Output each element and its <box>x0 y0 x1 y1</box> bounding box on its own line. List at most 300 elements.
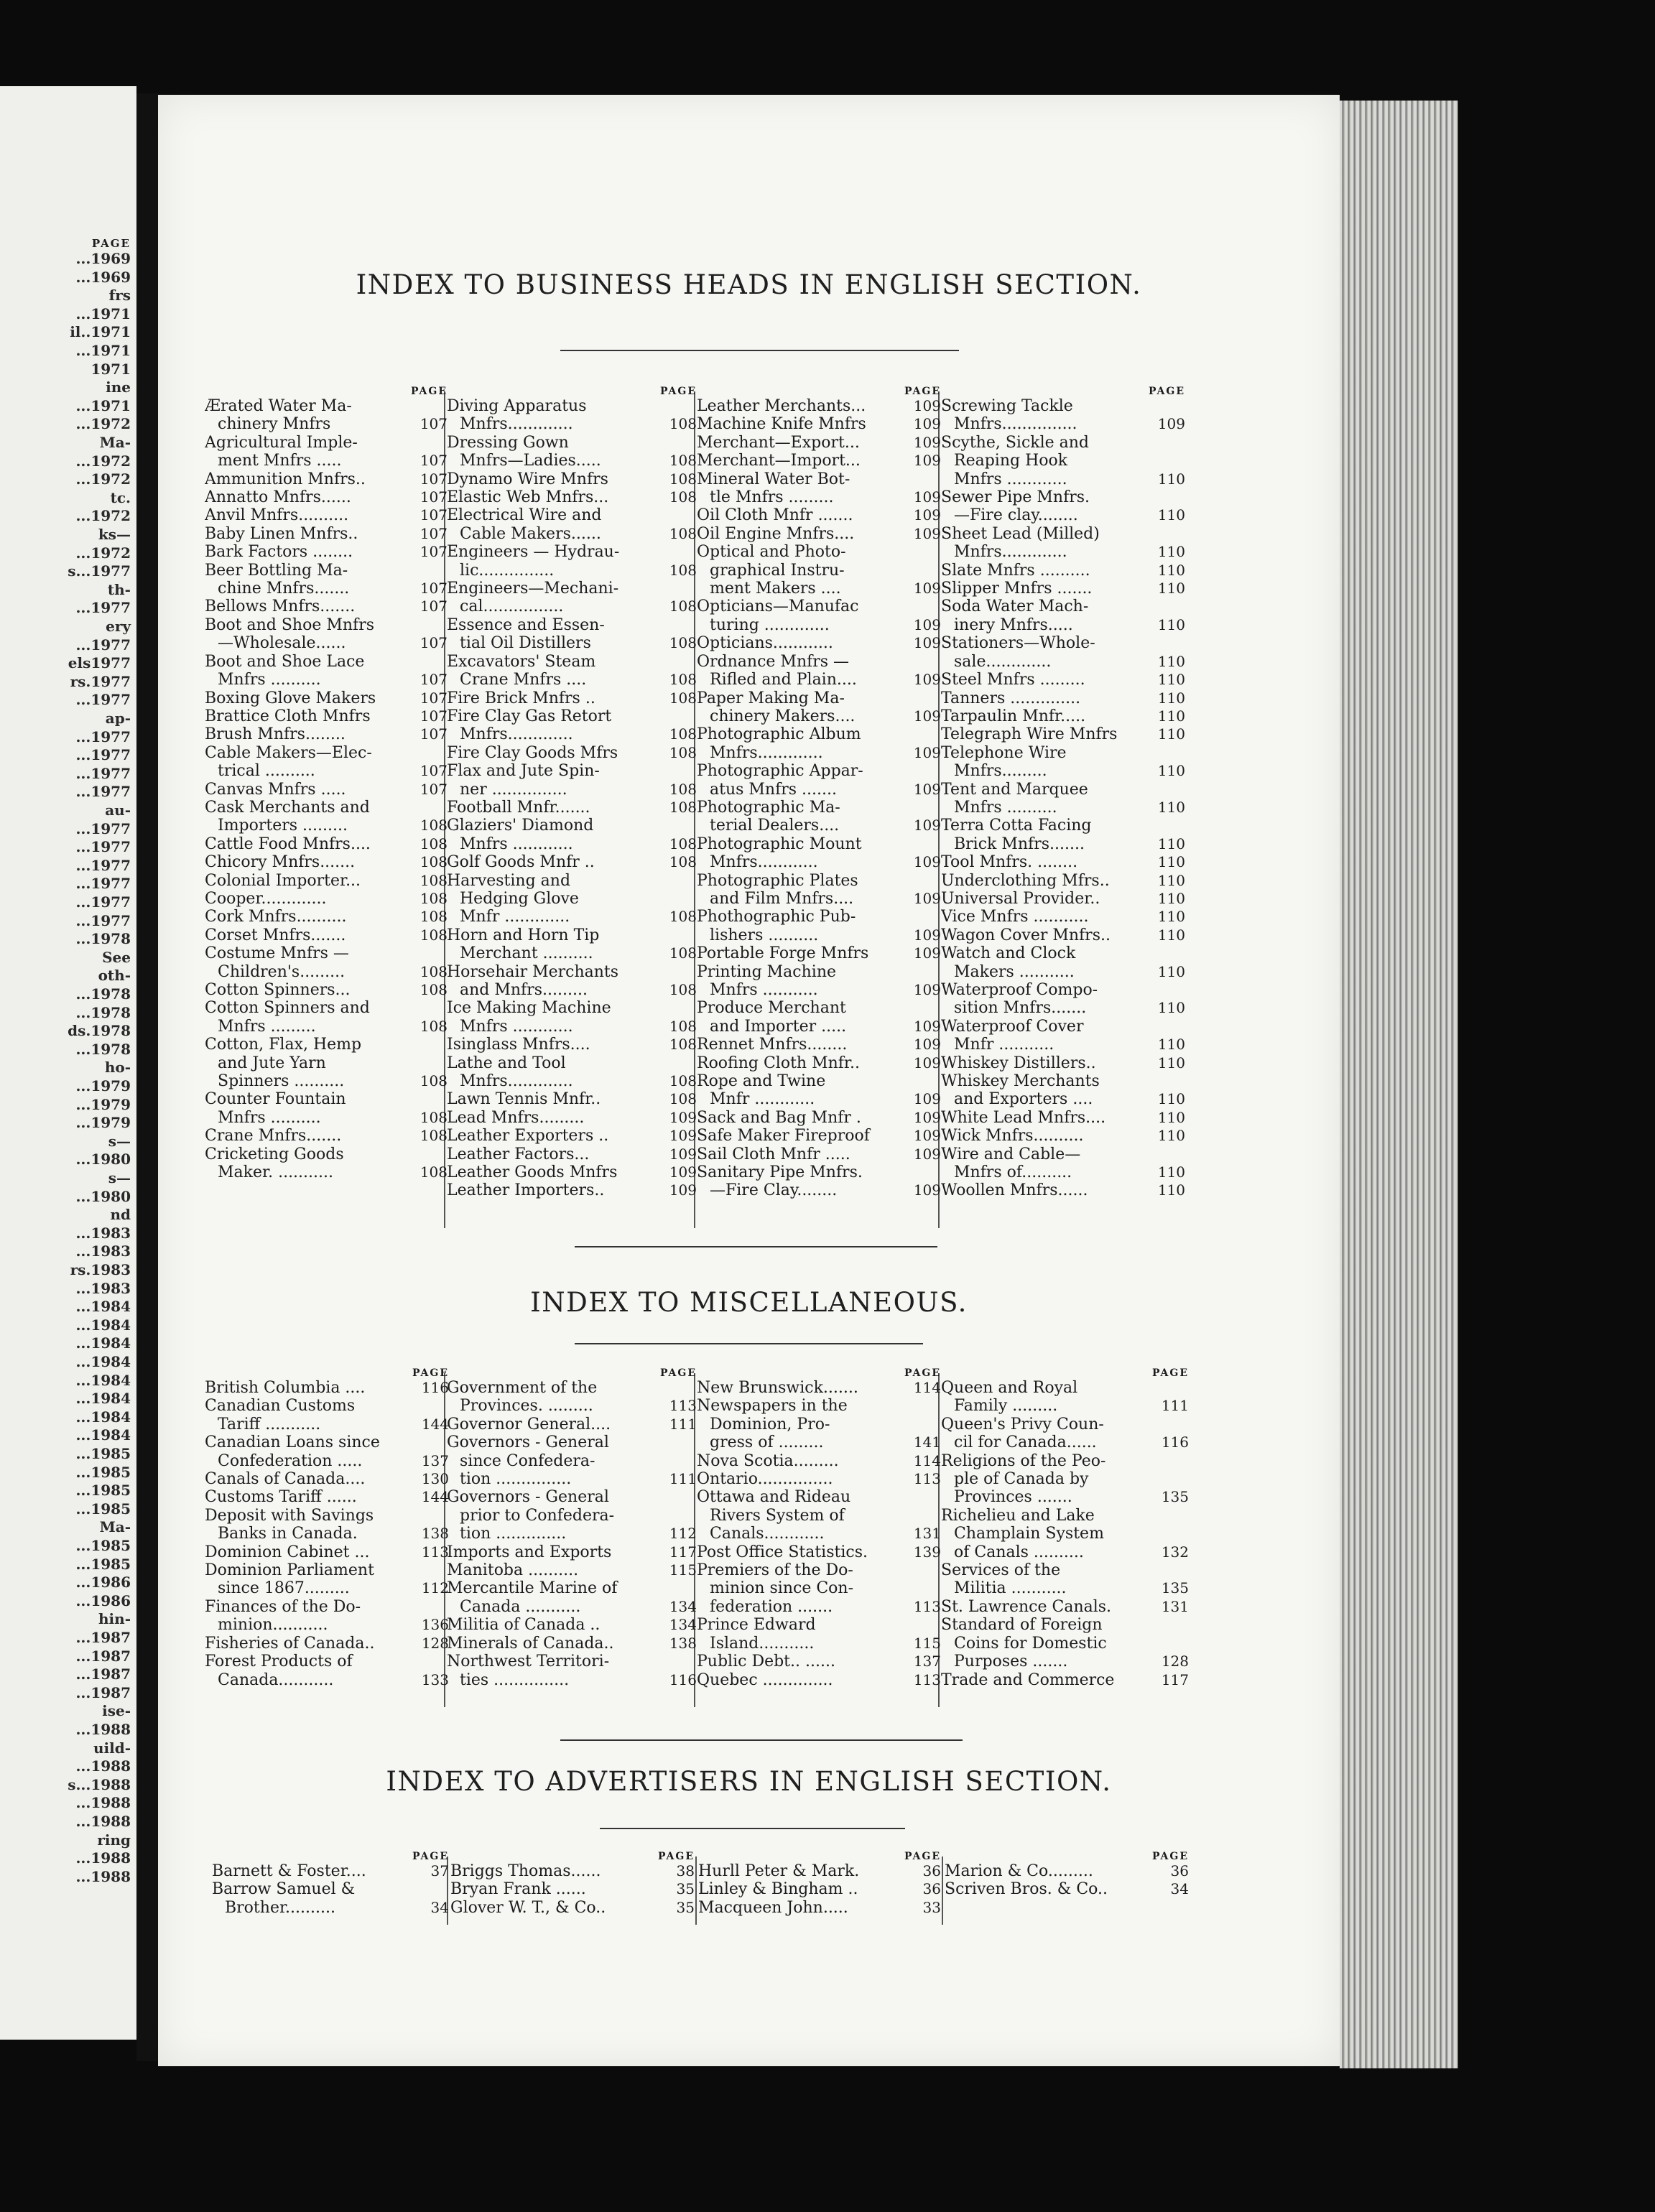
entry-page-number: 108 <box>669 853 697 871</box>
index-entry <box>697 1561 941 1579</box>
entry-heading: Lead Mnfrs......... <box>447 1108 585 1127</box>
entry-page-number: 113 <box>913 1597 941 1615</box>
index-entry <box>447 671 697 689</box>
entry-page-number: 110 <box>1157 580 1185 598</box>
index-entry <box>447 562 697 580</box>
entry-heading: Fire Clay Goods Mfrs <box>447 743 618 762</box>
entry-page-number: 114 <box>913 1379 941 1396</box>
entry-heading: sition Mnfrs....... <box>954 999 1087 1018</box>
entry-page-number: 108 <box>669 908 697 926</box>
entry-heading: Steel Mnfrs ......... <box>941 671 1085 689</box>
entry-page-number: 108 <box>669 1090 697 1108</box>
entry-heading: Beer Bottling Ma- <box>205 561 348 580</box>
entry-page-number: 108 <box>669 981 697 998</box>
entry-heading: Mnfrs............. <box>954 543 1067 562</box>
entry-page-number: 108 <box>669 743 697 761</box>
facing-page-line: nd <box>110 1206 131 1224</box>
facing-page-line: ...1977 <box>75 764 131 782</box>
index-entry <box>205 1579 449 1597</box>
entry-heading: Tent and Marquee <box>941 780 1088 799</box>
facing-page-line: ...1984 <box>75 1298 131 1316</box>
entry-heading: Electrical Wire and <box>447 506 602 525</box>
index-entry <box>205 981 448 999</box>
entry-heading: Rope and Twine <box>697 1072 826 1091</box>
column-page-header: PAGE <box>1149 386 1185 397</box>
entry-page-number: 110 <box>1157 1054 1185 1072</box>
entry-heading: and Importer ..... <box>710 1017 847 1036</box>
entry-page-number: 110 <box>1157 652 1185 670</box>
column-page-header: PAGE <box>660 386 697 397</box>
index-entry <box>447 890 697 908</box>
entry-page-number: 109 <box>913 1108 941 1126</box>
entry-heading: prior to Confedera- <box>460 1506 615 1525</box>
facing-page-line: ...1977 <box>75 783 131 801</box>
entry-heading: Trade and Commerce <box>941 1670 1115 1689</box>
index-entry <box>205 470 448 488</box>
index-entry <box>447 1127 697 1145</box>
entry-heading: Linley & Bingham .. <box>698 1880 858 1899</box>
index-entry <box>205 634 448 652</box>
entry-page-number: 108 <box>669 798 697 816</box>
index-entry <box>941 1054 1185 1072</box>
entry-heading: Mnfrs .......... <box>218 671 321 689</box>
entry-page-number: 110 <box>1157 853 1185 871</box>
index-entry <box>941 1127 1185 1145</box>
entry-heading: lishers .......... <box>710 926 819 944</box>
index-column <box>945 1851 1189 1899</box>
entry-heading: Mnfrs......... <box>954 762 1047 781</box>
entry-heading: Brush Mnfrs........ <box>205 725 346 744</box>
index-entry <box>447 926 697 944</box>
column-page-header: PAGE <box>660 1367 697 1379</box>
entry-heading: Canals of Canada.... <box>205 1470 366 1489</box>
entry-heading: graphical Instru- <box>710 561 845 580</box>
entry-page-number <box>1181 744 1185 762</box>
index-column <box>697 1367 941 1689</box>
entry-heading: Underclothing Mfrs.. <box>941 871 1110 890</box>
index-entry <box>697 1543 941 1561</box>
entry-heading: Crane Mnfrs .... <box>460 671 587 689</box>
entry-page-number <box>1185 1416 1189 1433</box>
index-entry <box>447 725 697 743</box>
index-entry <box>447 999 697 1017</box>
index-entry <box>447 835 697 853</box>
entry-page-number: 109 <box>913 433 941 451</box>
index-entry <box>697 1671 941 1689</box>
entry-page-number: 110 <box>1157 506 1185 524</box>
index-entry <box>697 835 941 853</box>
index-entry <box>205 999 448 1017</box>
index-entry <box>447 1018 697 1036</box>
index-entry <box>941 434 1185 452</box>
entry-heading: Mnfr ............. <box>460 908 570 926</box>
entry-page-number: 110 <box>1157 1090 1185 1108</box>
entry-heading: Cotton, Flax, Hemp <box>205 1036 362 1054</box>
entry-page-number: 109 <box>913 415 941 433</box>
entry-heading: trical .......... <box>218 762 315 781</box>
entry-heading: and Film Mnfrs.... <box>710 889 854 908</box>
index-entry <box>205 1036 448 1054</box>
index-entry <box>205 1635 449 1653</box>
entry-heading: Ottawa and Rideau <box>697 1488 851 1507</box>
entry-page-number: 108 <box>419 1017 448 1035</box>
entry-heading: Manitoba .......... <box>447 1561 579 1580</box>
entry-heading: atus Mnfrs ....... <box>710 780 837 799</box>
entry-heading: Governor General.... <box>447 1415 611 1433</box>
entry-heading: Newspapers in the <box>697 1397 848 1416</box>
entry-heading: Lawn Tennis Mnfr.. <box>447 1090 601 1109</box>
entry-page-number <box>1185 1635 1189 1653</box>
index-entry <box>941 762 1185 780</box>
entry-heading: Chicory Mnfrs....... <box>205 853 356 872</box>
entry-heading: Oil Cloth Mnfr ....... <box>697 506 853 525</box>
index-entry <box>447 653 697 671</box>
index-entry <box>697 853 941 871</box>
entry-page-number: 113 <box>669 1397 697 1415</box>
entry-page-number: 132 <box>1161 1543 1189 1561</box>
index-entry <box>941 1561 1189 1579</box>
entry-heading: Hedging Glove <box>460 889 579 908</box>
entry-heading: Cattle Food Mnfrs.... <box>205 835 371 853</box>
index-entry <box>941 1163 1185 1181</box>
index-entry <box>447 853 697 871</box>
facing-page-line: ...1987 <box>75 1629 131 1646</box>
column-page-header: PAGE <box>904 386 941 397</box>
facing-page-line: Ma- <box>99 434 131 451</box>
entry-page-number: 108 <box>419 926 448 944</box>
facing-page-line: ks— <box>98 526 131 543</box>
entry-heading: ment Mnfrs ..... <box>218 452 342 470</box>
entry-heading: and Jute Yarn <box>218 1054 326 1072</box>
entry-heading: Universal Provider.. <box>941 889 1100 908</box>
entry-page-number: 111 <box>669 1415 697 1433</box>
section-rule <box>560 1739 963 1741</box>
index-entry <box>205 1598 449 1616</box>
index-entry <box>205 689 448 707</box>
entry-page-number: 109 <box>913 926 941 944</box>
facing-page-line: ...1972 <box>75 452 131 470</box>
entry-heading: Optical and Photo- <box>697 543 846 562</box>
entry-heading: Boxing Glove Makers <box>205 689 376 707</box>
index-entry <box>697 890 941 908</box>
entry-page-number: 108 <box>669 634 697 652</box>
entry-heading: Merchant .......... <box>460 944 593 963</box>
entry-page-number: 138 <box>421 1525 449 1543</box>
index-entry <box>697 653 941 671</box>
entry-page-number <box>1181 1018 1185 1036</box>
column-page-header: PAGE <box>412 1367 449 1379</box>
index-entry <box>697 1379 941 1397</box>
column-page-header: PAGE <box>658 1851 695 1862</box>
facing-page-line: ...1971 <box>75 342 131 359</box>
entry-heading: Leather Exporters .. <box>447 1127 609 1146</box>
index-entry <box>697 1579 941 1597</box>
entry-page-number: 112 <box>421 1579 449 1597</box>
index-entry <box>447 1090 697 1108</box>
entry-page-number: 109 <box>1157 415 1185 433</box>
entry-heading: cil for Canada...... <box>954 1433 1097 1452</box>
entry-heading: Cricketing Goods <box>205 1145 344 1163</box>
entry-heading: gress of ......... <box>710 1433 824 1452</box>
entry-heading: Briggs Thomas...... <box>450 1862 601 1880</box>
entry-heading: Scythe, Sickle and <box>941 433 1090 452</box>
entry-page-number <box>1185 1561 1189 1579</box>
facing-page-line: ...1977 <box>75 819 131 837</box>
index-entry <box>447 744 697 762</box>
entry-heading: Reaping Hook <box>954 452 1068 470</box>
facing-page-line: ...1978 <box>75 1040 131 1058</box>
index-entry <box>941 452 1185 470</box>
entry-page-number <box>1181 525 1185 543</box>
entry-heading: Cable Makers—Elec- <box>205 743 372 762</box>
entry-heading: minion since Con- <box>710 1579 854 1598</box>
index-entry <box>697 434 941 452</box>
index-entry <box>205 762 448 780</box>
index-entry <box>447 689 697 707</box>
entry-page-number <box>1181 1146 1185 1163</box>
entry-heading: ple of Canada by <box>954 1470 1089 1489</box>
entry-page-number: 109 <box>913 853 941 871</box>
entry-page-number: 107 <box>419 488 448 506</box>
index-entry <box>697 963 941 981</box>
entry-page-number: 109 <box>913 889 941 907</box>
entry-heading: Minerals of Canada.. <box>447 1634 614 1653</box>
entry-heading: Engineers—Mechani- <box>447 580 619 598</box>
index-entry <box>205 397 448 415</box>
index-entry <box>697 1181 941 1199</box>
entry-page-number <box>1181 434 1185 452</box>
entry-page-number: 108 <box>669 1072 697 1090</box>
index-entry <box>941 671 1185 689</box>
facing-page-line: ...1984 <box>75 1371 131 1389</box>
index-entry <box>447 1470 697 1488</box>
index-entry <box>941 1488 1189 1506</box>
index-entry <box>205 890 448 908</box>
entry-page-number <box>1185 1379 1189 1397</box>
index-entry <box>941 1397 1189 1415</box>
entry-heading: Nova Scotia......... <box>697 1451 839 1470</box>
entry-heading: Cask Merchants and <box>205 798 370 817</box>
column-page-header: PAGE <box>1152 1851 1189 1862</box>
entry-page-number: 109 <box>913 580 941 598</box>
entry-heading: Stationers—Whole- <box>941 634 1095 653</box>
facing-page-line: ...1979 <box>75 1077 131 1095</box>
index-entry <box>205 488 448 506</box>
section-title-business-heads: INDEX TO BUSINESS HEADS IN ENGLISH SECTION. <box>356 269 1142 300</box>
entry-page-number: 144 <box>421 1488 449 1506</box>
entry-page-number: 110 <box>1157 835 1185 852</box>
index-entry <box>697 1018 941 1036</box>
entry-heading: Dynamo Wire Mnfrs <box>447 470 608 488</box>
index-entry <box>945 1880 1189 1898</box>
index-entry <box>447 1146 697 1163</box>
entry-heading: federation ....... <box>710 1597 833 1616</box>
entry-heading: Premiers of the Do- <box>697 1561 853 1580</box>
index-entry <box>447 580 697 598</box>
entry-heading: Colonial Importer... <box>205 871 361 890</box>
entry-heading: Government of the <box>447 1379 598 1397</box>
entry-heading: Harvesting and <box>447 871 571 890</box>
index-entry <box>697 999 941 1017</box>
entry-heading: Sack and Bag Mnfr . <box>697 1108 861 1127</box>
index-entry <box>205 944 448 962</box>
entry-page-number: 110 <box>1157 671 1185 689</box>
entry-page-number: 134 <box>669 1597 697 1615</box>
index-entry <box>447 1397 697 1415</box>
index-entry <box>447 1163 697 1181</box>
entry-heading: lic............... <box>460 561 555 580</box>
index-entry <box>205 1616 449 1634</box>
entry-page-number: 35 <box>676 1880 695 1898</box>
facing-page-line: ...1971 <box>75 396 131 414</box>
entry-page-number: 117 <box>1161 1670 1189 1688</box>
index-entry <box>941 781 1185 799</box>
facing-page-line: ...1987 <box>75 1647 131 1665</box>
entry-heading: Paper Making Ma- <box>697 689 845 707</box>
facing-page-line: ...1977 <box>75 838 131 856</box>
index-entry <box>697 689 941 707</box>
entry-heading: Engineers — Hydrau- <box>447 543 620 562</box>
index-column <box>447 1367 697 1689</box>
entry-heading: terial Dealers.... <box>710 817 840 835</box>
entry-heading: —Fire Clay........ <box>710 1181 838 1200</box>
entry-heading: Dominion, Pro- <box>710 1415 830 1433</box>
entry-heading: Isinglass Mnfrs.... <box>447 1036 590 1054</box>
index-entry <box>941 580 1185 598</box>
index-entry <box>205 1379 449 1397</box>
facing-page-line: ...1980 <box>75 1151 131 1168</box>
index-entry <box>697 1598 941 1616</box>
index-entry <box>447 872 697 890</box>
entry-heading: Mnfrs .......... <box>218 1108 321 1127</box>
facing-page-line: els1977 <box>68 654 131 672</box>
entry-page-number: 109 <box>669 1145 697 1163</box>
entry-page-number: 109 <box>913 524 941 542</box>
entry-heading: cal................ <box>460 598 564 616</box>
facing-page-line: ...1978 <box>75 985 131 1003</box>
index-entry <box>697 1635 941 1653</box>
entry-page-number: 107 <box>419 524 448 542</box>
entry-heading: tion ............... <box>460 1470 572 1489</box>
facing-page-line: ...1977 <box>75 636 131 654</box>
index-entry <box>697 1507 941 1525</box>
entry-heading: Essence and Essen- <box>447 615 605 634</box>
entry-heading: Sewer Pipe Mnfrs. <box>941 488 1090 507</box>
entry-heading: Importers ......... <box>218 817 348 835</box>
index-entry <box>697 1416 941 1433</box>
facing-page-line: ...1984 <box>75 1390 131 1408</box>
index-entry <box>697 1127 941 1145</box>
index-entry <box>212 1862 449 1880</box>
facing-page-line: ...1987 <box>75 1665 131 1683</box>
facing-page-line: rs.1977 <box>70 672 131 690</box>
facing-page-line: ...1988 <box>75 1757 131 1775</box>
index-entry <box>205 1433 449 1451</box>
entry-page-number: 134 <box>669 1616 697 1634</box>
entry-heading: Services of the <box>941 1561 1061 1580</box>
entry-page-number: 108 <box>669 671 697 689</box>
entry-page-number: 109 <box>669 1163 697 1181</box>
index-entry <box>941 1653 1189 1670</box>
entry-page-number: 108 <box>669 835 697 852</box>
index-entry <box>447 506 697 524</box>
index-entry <box>447 963 697 981</box>
entry-page-number: 35 <box>676 1898 695 1916</box>
entry-heading: Costume Mnfrs — <box>205 944 349 963</box>
index-column <box>941 386 1185 1200</box>
entry-page-number: 110 <box>1157 615 1185 633</box>
index-entry <box>697 1452 941 1470</box>
entry-page-number: 37 <box>430 1862 449 1879</box>
index-entry <box>697 872 941 890</box>
entry-heading: Cotton Spinners and <box>205 999 370 1018</box>
facing-page-line: ine <box>106 378 131 396</box>
entry-page-number: 136 <box>421 1616 449 1634</box>
entry-heading: Horn and Horn Tip <box>447 926 600 944</box>
index-entry <box>697 397 941 415</box>
entry-page-number <box>1181 781 1185 799</box>
index-entry <box>941 890 1185 908</box>
facing-page-line: ...1988 <box>75 1849 131 1867</box>
facing-page-line: ...1977 <box>75 856 131 874</box>
entry-page-number: 38 <box>676 1862 695 1879</box>
entry-heading: Wick Mnfrs.......... <box>941 1127 1084 1146</box>
facing-page-line: ...1983 <box>75 1242 131 1260</box>
entry-page-number: 110 <box>1157 707 1185 725</box>
entry-page-number: 113 <box>913 1470 941 1488</box>
entry-page-number: 110 <box>1157 1163 1185 1181</box>
entry-page-number: 107 <box>419 689 448 707</box>
entry-page-number: 108 <box>669 725 697 743</box>
entry-page-number: 108 <box>669 488 697 506</box>
index-entry <box>447 1507 697 1525</box>
index-entry <box>941 926 1185 944</box>
index-entry <box>447 1671 697 1689</box>
index-entry <box>698 1880 941 1898</box>
entry-heading: Bark Factors ........ <box>205 543 353 562</box>
index-entry <box>941 488 1185 506</box>
entry-heading: Flax and Jute Spin- <box>447 762 600 781</box>
entry-heading: Mnfrs ............ <box>460 835 573 853</box>
entry-page-number: 109 <box>913 743 941 761</box>
index-entry <box>205 1163 448 1181</box>
entry-heading: British Columbia .... <box>205 1379 366 1397</box>
facing-page-header: PAGE <box>91 237 131 250</box>
section-rule <box>575 1343 923 1344</box>
entry-heading: Militia of Canada .. <box>447 1616 601 1635</box>
column-page-header: PAGE <box>412 1851 449 1862</box>
entry-heading: Glover W. T., & Co.. <box>450 1898 606 1917</box>
entry-heading: Annatto Mnfrs...... <box>205 488 351 507</box>
entry-heading: Crane Mnfrs....... <box>205 1127 342 1146</box>
section-rule <box>575 1246 937 1247</box>
index-entry <box>447 817 697 835</box>
entry-heading: Whiskey Merchants <box>941 1072 1100 1091</box>
entry-heading: Leather Factors... <box>447 1145 590 1163</box>
index-entry <box>205 1671 449 1689</box>
entry-heading: Woollen Mnfrs...... <box>941 1181 1088 1200</box>
entry-page-number: 135 <box>1161 1579 1189 1597</box>
entry-page-number: 110 <box>1157 1108 1185 1126</box>
index-entry <box>697 1397 941 1415</box>
index-entry <box>205 1416 449 1433</box>
facing-page-line: ...1988 <box>75 1813 131 1830</box>
facing-page-line: ...1972 <box>75 507 131 525</box>
entry-page-number: 109 <box>913 817 941 835</box>
entry-heading: Photographic Mount <box>697 835 862 853</box>
entry-page-number: 108 <box>419 817 448 835</box>
entry-page-number: 138 <box>669 1634 697 1652</box>
